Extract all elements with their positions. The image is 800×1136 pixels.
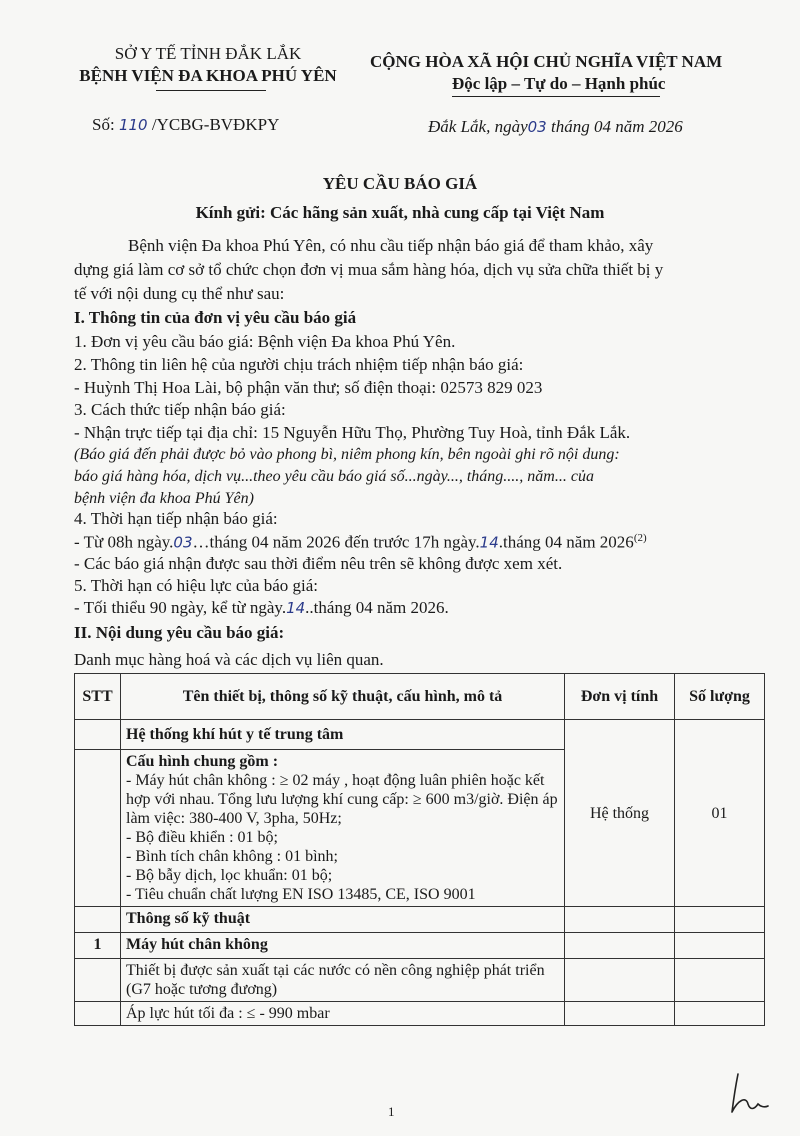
receipt-start-day-handwritten: 03 bbox=[173, 533, 193, 552]
intro-line-1: Bệnh viện Đa khoa Phú Yên, có nhu cầu tiếp nhận báo giá để tham khảo, xây bbox=[128, 236, 654, 255]
intro-line-2: dựng giá làm cơ sở tổ chức chọn đơn vị mua sắm hàng hóa, dịch vụ sửa chữa thiết bị y bbox=[74, 260, 664, 279]
validity-start-text: - Tối thiểu 90 ngày, kể từ ngày. bbox=[74, 598, 287, 617]
unit-cell: Hệ thống bbox=[565, 720, 675, 907]
col-header-unit: Đơn vị tính bbox=[565, 674, 675, 720]
section-1-line: 3. Cách thức tiếp nhận báo giá: bbox=[74, 400, 286, 419]
hospital-name: BỆNH VIỆN ĐA KHOA PHÚ YÊN bbox=[79, 66, 337, 85]
document-number bbox=[92, 115, 279, 135]
department-name: SỞ Y TẾ TỈNH ĐẮK LẮK bbox=[114, 44, 302, 63]
table-row bbox=[75, 1002, 765, 1026]
header-underline-left bbox=[156, 90, 266, 91]
document-date bbox=[428, 117, 683, 137]
doc-number-handwritten: 110 bbox=[118, 116, 148, 134]
section-1-note: bệnh viện đa khoa Phú Yên) bbox=[74, 490, 254, 507]
section-1-line: 2. Thông tin liên hệ của người chịu trách nhiệm tiếp nhận báo giá: bbox=[74, 355, 524, 374]
header-underline-right bbox=[452, 96, 660, 97]
row-stt-cell: 1 bbox=[75, 933, 121, 959]
col-header-description: Tên thiết bị, thông số kỹ thuật, cấu hình, mô tả bbox=[121, 674, 565, 720]
section-1-line: - Các báo giá nhận được sau thời điểm nêu trên sẽ không được xem xét. bbox=[74, 554, 563, 573]
col-header-quantity: Số lượng bbox=[675, 674, 765, 720]
section-2-subheading: Danh mục hàng hoá và các dịch vụ liên quan. bbox=[74, 650, 384, 669]
section-1-line: 1. Đơn vị yêu cầu báo giá: Bệnh viện Đa khoa Phú Yên. bbox=[74, 332, 456, 351]
section-2-heading: II. Nội dung yêu cầu báo giá: bbox=[74, 623, 285, 642]
date-suffix: tháng 04 năm 2026 bbox=[546, 117, 683, 136]
initials-signature bbox=[724, 1070, 772, 1118]
item-name-cell: Máy hút chân không bbox=[121, 933, 565, 959]
config-cell bbox=[121, 750, 565, 907]
section-1-line: - Nhận trực tiếp tại địa chỉ: 15 Nguyễn Hữu Thọ, Phường Tuy Hoà, tỉnh Đắk Lắk. bbox=[74, 423, 631, 442]
cell-empty bbox=[75, 959, 121, 1002]
doc-number-prefix: Số: bbox=[92, 115, 119, 134]
spec-cell: Thiết bị được sản xuất tại các nước có nền công nghiệp phát triển (G7 hoặc tương đương) bbox=[121, 959, 565, 1002]
receipt-end-day-handwritten: 14 bbox=[479, 533, 499, 552]
date-prefix: Đắk Lắk, ngày bbox=[428, 117, 528, 136]
config-line: - Bình tích chân không : 01 bình; bbox=[126, 848, 338, 865]
cell-empty bbox=[75, 1002, 121, 1026]
cell-empty bbox=[675, 959, 765, 1002]
section-1-note: báo giá hàng hóa, dịch vụ...theo yêu cầu báo giá số...ngày..., tháng...., năm... của bbox=[74, 468, 594, 485]
col-header-stt: STT bbox=[75, 674, 121, 720]
receipt-period-end-text: .tháng 04 năm 2026 bbox=[498, 532, 634, 552]
date-handwritten: 03 bbox=[527, 118, 547, 136]
receipt-period-mid-text: …tháng 04 năm 2026 đến trước 17h ngày. bbox=[192, 532, 480, 552]
country-name: CỘNG HÒA XÃ HỘI CHỦ NGHĨA VIỆT NAM bbox=[370, 52, 723, 71]
cell-empty bbox=[675, 907, 765, 933]
cell-empty bbox=[565, 907, 675, 933]
table-row bbox=[75, 959, 765, 1002]
spec-heading-cell: Thông số kỹ thuật bbox=[121, 907, 565, 933]
cell-empty bbox=[565, 959, 675, 1002]
section-1-note: (Báo giá đến phải được bỏ vào phong bì, niêm phong kín, bên ngoài ghi rõ nội dung: bbox=[74, 446, 620, 463]
cell-empty bbox=[75, 907, 121, 933]
table-row bbox=[75, 720, 765, 750]
config-line: - Máy hút chân không : ≥ 02 máy , hoạt động luân phiên hoặc kết hợp với nhau. Tổng lưu lượng khí cung cấp: ≥ 600 m3/giờ. Điện áp làm việc: 380-400 V, 3pha, 50Hz; bbox=[126, 772, 558, 827]
national-motto: Độc lập – Tự do – Hạnh phúc bbox=[452, 74, 666, 93]
section-1-heading: I. Thông tin của đơn vị yêu cầu báo giá bbox=[74, 308, 357, 327]
cell-empty bbox=[565, 933, 675, 959]
config-line: - Bộ điều khiển : 01 bộ; bbox=[126, 829, 278, 846]
config-line: - Tiêu chuẩn chất lượng EN ISO 13485, CE, ISO 9001 bbox=[126, 886, 476, 903]
table-row bbox=[75, 907, 765, 933]
section-1-line: 4. Thời hạn tiếp nhận báo giá: bbox=[74, 509, 278, 528]
cell-empty bbox=[675, 933, 765, 959]
receipt-period-start-text: - Từ 08h ngày. bbox=[74, 532, 174, 552]
validity-end-text: ..tháng 04 năm 2026. bbox=[305, 598, 449, 617]
system-name-cell: Hệ thống khí hút y tế trung tâm bbox=[121, 720, 565, 750]
table-row bbox=[75, 933, 765, 959]
cell-empty bbox=[75, 720, 121, 750]
cell-empty bbox=[75, 750, 121, 907]
page-number: 1 bbox=[388, 1104, 395, 1119]
quantity-cell: 01 bbox=[675, 720, 765, 907]
cell-empty bbox=[565, 1002, 675, 1026]
table-header-row bbox=[75, 674, 765, 720]
config-line: - Bộ bẫy dịch, lọc khuẩn: 01 bộ; bbox=[126, 867, 333, 884]
cell-empty bbox=[675, 1002, 765, 1026]
validity-day-handwritten: 14 bbox=[286, 599, 306, 617]
spec-cell: Áp lực hút tối đa : ≤ - 990 mbar bbox=[121, 1002, 565, 1026]
footnote-marker: (2) bbox=[633, 532, 647, 544]
items-table bbox=[74, 673, 765, 1026]
receipt-period bbox=[74, 532, 647, 553]
section-1-line: - Huỳnh Thị Hoa Lài, bộ phận văn thư; số điện thoại: 02573 829 023 bbox=[74, 378, 543, 397]
doc-number-suffix: /YCBG-BVĐKPY bbox=[147, 115, 280, 134]
section-1-line: 5. Thời hạn có hiệu lực của báo giá: bbox=[74, 576, 319, 595]
config-title: Cấu hình chung gồm : bbox=[126, 753, 279, 770]
addressee: Kính gửi: Các hãng sản xuất, nhà cung cấp tại Việt Nam bbox=[195, 203, 605, 222]
validity-period bbox=[74, 598, 449, 618]
page-title: YÊU CẦU BÁO GIÁ bbox=[322, 174, 478, 193]
intro-line-3: tế với nội dung cụ thể như sau: bbox=[74, 284, 285, 303]
